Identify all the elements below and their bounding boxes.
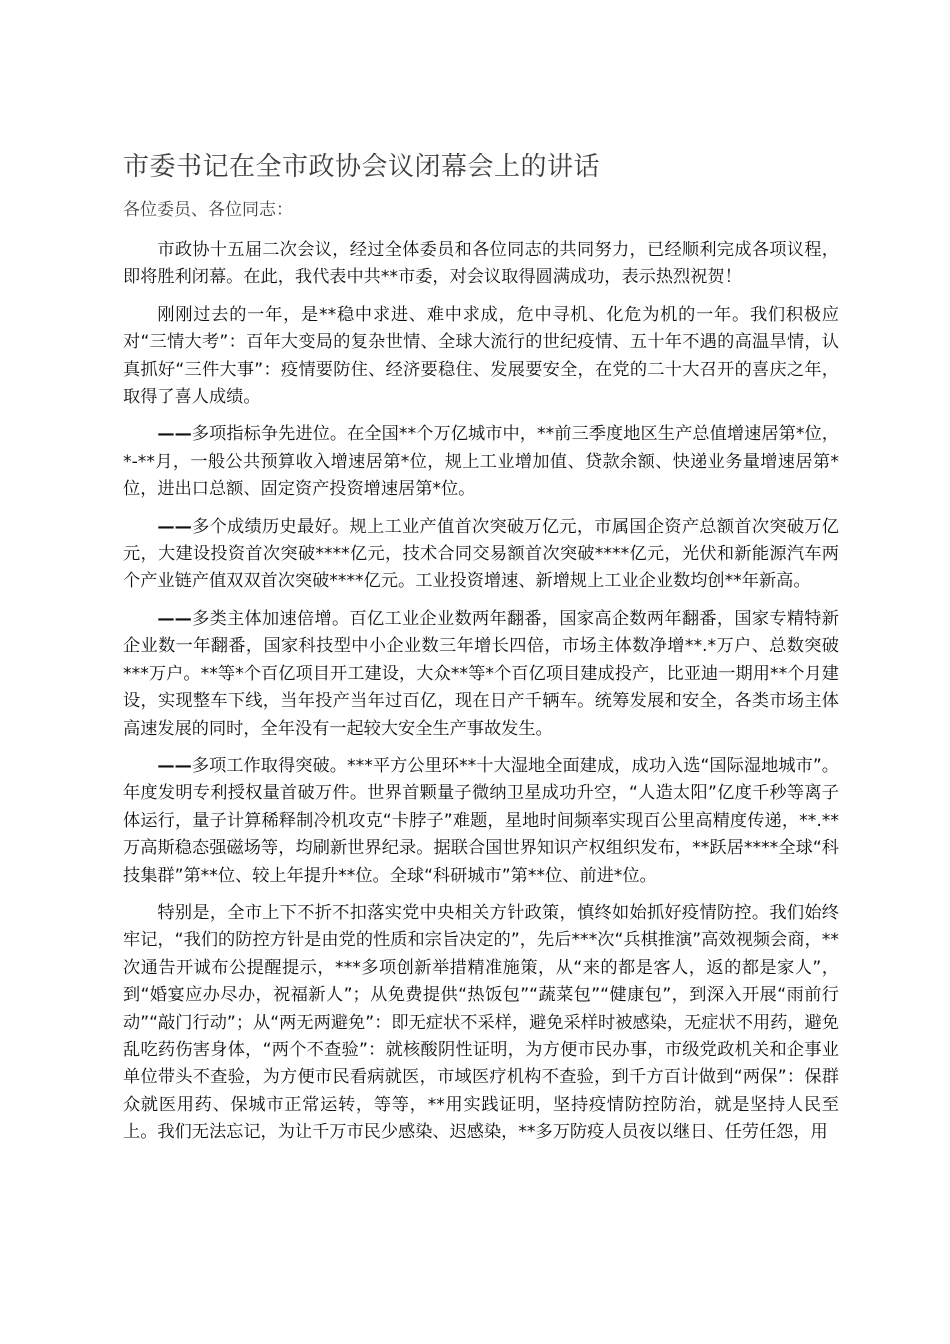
paragraph-5: [123, 606, 839, 743]
paragraph-text: 特别是，全市上下不折不扣落实党中央相关方针政策，慎终如始抓好疫情防控。我们始终牢记，“我们的防控方针是由党的性质和宗旨决定的”，先后***次“兵棋推演”高效视频会商，**次通告开诚布公提醒提示，***多项创新举措精准施策，从“来的都是客人，返的都是家人”，到“婚宴应办尽办，祝福新人”；从免费提供“热饭包”“蔬菜包”“健康包”，到深入开展“雨前行动”“敲门行动”；从“两无两避免”：即无症状不采样，避免采样时被感染，无症状不用药，避免乱吃药伤害身体，“两个不查验”：就核酸阴性证明，为方便市民办事，市级党政机关和企事业单位带头不查验，为方便市民看病就医，市域医疗机构不查验，到千方百计做到“两保”：保群众就医用药、保城市正常运转，等等，**用实践证明，坚持疫情防控防治，就是坚持人民至上。我们无法忘记，为让千万市民少感染、迟感染，**多万防疫人员夜以继日、任劳任怨，用: [123, 902, 839, 1143]
paragraph-lead: ——: [157, 608, 192, 629]
paragraph-lead: ——: [157, 755, 192, 776]
paragraph-lead: ——: [157, 516, 192, 537]
paragraph-7: [123, 900, 839, 1147]
document-page: [123, 150, 839, 1157]
paragraph-text: 刚刚过去的一年，是**稳中求进、难中求成，危中寻机、化危为机的一年。我们积极应对“三情大考”：百年大变局的复杂世情、全球大流行的世纪疫情、五十年不遇的高温旱情，认真抓好“三件大事”：疫情要防住、经济要稳住、发展要安全，在党的二十大召开的喜庆之年，取得了喜人成绩。: [123, 304, 839, 408]
paragraph-text: 市政协十五届二次会议，经过全体委员和各位同志的共同努力，已经顺利完成各项议程，即将胜利闭幕。在此，我代表中共**市委，对会议取得圆满成功，表示热烈祝贺！: [123, 240, 839, 288]
paragraph-text: 多类主体加速倍增。百亿工业企业数两年翻番，国家高企数两年翻番，国家专精特新企业数一年翻番，国家科技型中小企业数三年增长四倍，市场主体数净增**.*万户、总数突破***万户。**等*个百亿项目开工建设，大众**等*个百亿项目建成投产，比亚迪一期用**个月建设，实现整车下线，当年投产当年过百亿，现在日产千辆车。统筹发展和安全，各类市场主体高速发展的同时，全年没有一起较大安全生产事故发生。: [123, 608, 839, 739]
document-title: 市委书记在全市政协会议闭幕会上的讲话: [123, 152, 601, 182]
paragraph-2: [123, 302, 839, 412]
salutation: 各位委员、各位同志：: [123, 200, 293, 220]
paragraph-lead: ——: [157, 424, 192, 445]
paragraph-text: 多项指标争先进位。在全国**个万亿城市中，**前三季度地区生产总值增速居第*位，*-**月，一般公共预算收入增速居第*位，规上工业增加值、贷款余额、快递业务量增速居第*位，进出口总额、固定资产投资增速居第*位。: [123, 424, 839, 500]
paragraph-text: 多项工作取得突破。***平方公里环**十大湿地全面建成，成功入选“国际湿地城市”。年度发明专利授权量首破万件。世界首颗量子微纳卫星成功升空，“人造太阳”亿度千秒等离子体运行，量子计算稀释制冷机攻克“卡脖子”难题，星地时间频率实现百公里高精度传递，**.**万高斯稳态强磁场等，均刷新世界纪录。据联合国世界知识产权组织发布，**跃居****全球“科技集群”第**位、较上年提升**位。全球“科研城市”第**位、前进*位。: [123, 755, 839, 886]
paragraph-1: [123, 237, 839, 292]
paragraph-6: [123, 753, 839, 890]
paragraph-3: [123, 421, 839, 503]
paragraph-4: [123, 514, 839, 596]
paragraph-text: 多个成绩历史最好。规上工业产值首次突破万亿元，市属国企资产总额首次突破万亿元，大建设投资首次突破****亿元，技术合同交易额首次突破****亿元，光伏和新能源汽车两个产业链产值双双首次突破****亿元。工业投资增速、新增规上工业企业数均创**年新高。: [123, 516, 839, 592]
